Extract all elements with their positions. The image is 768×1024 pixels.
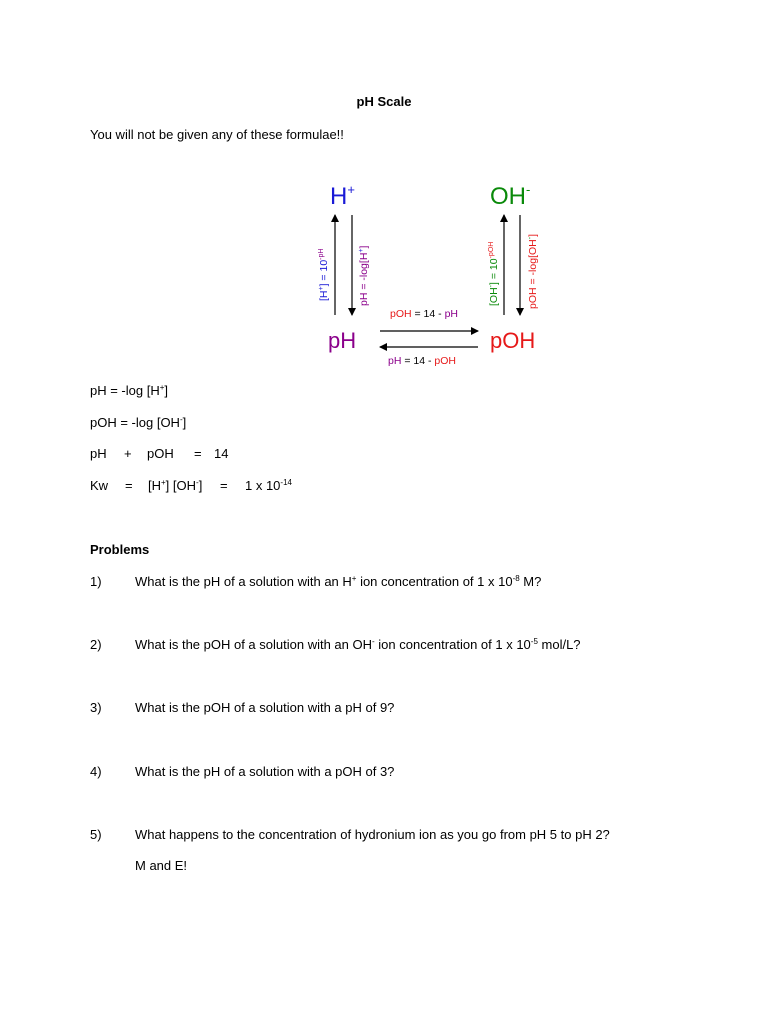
ph-poh-relationship-diagram <box>300 175 550 370</box>
problem-4-number: 4) <box>90 764 102 779</box>
problem-2-number: 2) <box>90 637 102 652</box>
problem-3-number: 3) <box>90 700 102 715</box>
problem-1-number: 1) <box>90 574 102 589</box>
formula-kw-product: [H+] [OH-] <box>148 478 203 493</box>
formula-sum-ph: pH <box>90 446 107 461</box>
h-ion-label: H+ <box>330 182 355 210</box>
poh-label: pOH <box>490 328 536 353</box>
problem-5-number: 5) <box>90 827 102 842</box>
problem-4-text: What is the pH of a solution with a pOH of 3? <box>135 764 395 779</box>
ph-from-poh-formula: pH = 14 - pOH <box>388 355 457 367</box>
formula-kw-equals-2: = <box>220 478 228 493</box>
ph-label: pH <box>328 328 357 353</box>
formula-sum-poh: pOH <box>147 446 174 461</box>
formula-sum-equals: = <box>194 446 202 461</box>
poh-from-oh-formula: pOH = -log[OH-] <box>527 234 539 309</box>
formula-sum-plus: + <box>124 446 132 461</box>
problem-3-text: What is the pOH of a solution with a pH of 9? <box>135 700 395 715</box>
page-title: pH Scale <box>356 94 412 109</box>
ph-from-h-formula: pH = -log[H+] <box>358 245 370 306</box>
formula-poh: pOH = -log [OH-] <box>90 415 187 430</box>
formula-ph: pH = -log [H+] <box>90 383 169 398</box>
formula-kw-equals-1: = <box>125 478 133 493</box>
problems-heading: Problems <box>90 542 150 557</box>
formula-kw-value: 1 x $10^{-14}$ <box>245 478 292 493</box>
problem-2-text: What is the pOH of a solution with an OH- ion concentration of 1 x $10^{-5}$ mol/L? <box>135 637 581 652</box>
poh-from-ph-formula: pOH = 14 - pH <box>390 308 459 320</box>
formula-kw-label: Kw <box>90 478 109 493</box>
h-concentration-formula: $[H^+] = 10^{-pH}$ <box>318 248 330 301</box>
warning-note: You will not be given any of these formulae!! <box>90 127 344 142</box>
formula-sum-value: 14 <box>214 446 229 461</box>
oh-ion-label: OH- <box>490 182 531 210</box>
oh-concentration-formula: $[OH^-] = 10^{-pOH}$ <box>488 241 500 306</box>
problem-5-note: M and E! <box>135 858 188 873</box>
problem-1-text: What is the pH of a solution with an H+ ion concentration of 1 x $10^{-8}$ M? <box>135 574 542 589</box>
problem-5-text: What happens to the concentration of hydronium ion as you go from pH 5 to pH 2? <box>135 827 610 842</box>
